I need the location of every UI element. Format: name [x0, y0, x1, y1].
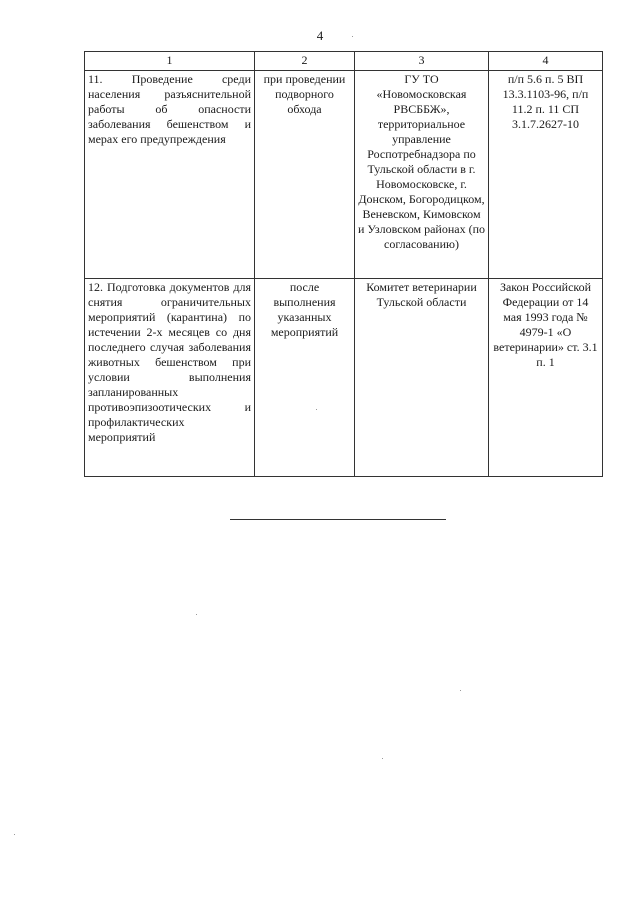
scan-speck [196, 614, 197, 615]
responsible-cell: Комитет ветеринарии Тульской области [355, 279, 489, 477]
column-header-2: 2 [255, 52, 355, 71]
closing-rule [230, 519, 446, 520]
legal-basis-cell: п/п 5.6 п. 5 ВП 13.3.1103-96, п/п 11.2 п. 11 СП 3.1.7.2627-10 [489, 71, 603, 279]
scan-speck [352, 36, 353, 37]
column-header-4: 4 [489, 52, 603, 71]
scan-speck [460, 690, 461, 691]
table-row [85, 279, 603, 477]
measure-cell: 12. Подготовка документов для снятия ограничительных мероприятий (карантина) по истечении 2-х месяцев со дня последнего случая заболевания животных бешенством при условии выполнения запланированных противоэпизоотических и профилактических мероприятий [85, 279, 255, 477]
responsible-cell: ГУ ТО «Новомосковская РВСББЖ», территориальное управление Роспотребнадзора по Тульской области в г. Новомосковске, г. Донском, Богородицком, Веневском, Кимовском и Узловском районах (по согласованию) [355, 71, 489, 279]
column-header-3: 3 [355, 52, 489, 71]
scan-speck [316, 409, 317, 410]
timing-cell: при проведении подворного обхода [255, 71, 355, 279]
scan-speck [14, 834, 15, 835]
page-number: 4 [316, 28, 324, 43]
table-header-row [85, 52, 603, 71]
scan-speck [382, 758, 383, 759]
measure-cell: 11. Проведение среди населения разъяснительной работы об опасности заболевания бешенством и мерах его предупреждения [85, 71, 255, 279]
timing-cell: после выполнения указанных мероприятий [255, 279, 355, 477]
legal-basis-cell: Закон Российской Федерации от 14 мая 1993 года № 4979-1 «О ветеринарии» ст. 3.1 п. 1 [489, 279, 603, 477]
measures-table [84, 51, 603, 477]
column-header-1: 1 [85, 52, 255, 71]
table-row [85, 71, 603, 279]
